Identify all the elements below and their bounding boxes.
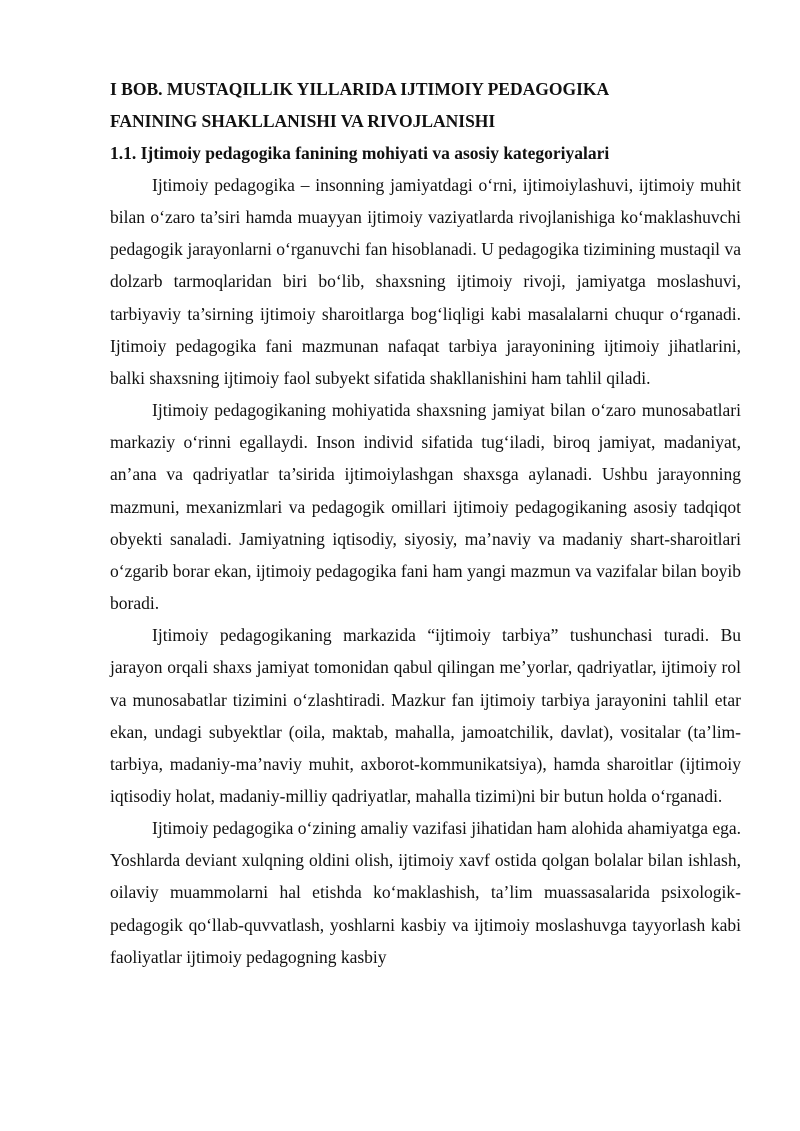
paragraph-3: Ijtimoiy pedagogikaning markazida “ijtimoiy tarbiya” tushunchasi turadi. Bu jarayon orqali shaxs jamiyat tomonidan qabul qilingan me’yorlar, qadriyatlar, ijtimoiy rol va munosabatlar tizimini o‘zlashtiradi. Mazkur fan ijtimoiy tarbiya jarayonini tahlil etar ekan, undagi subyektlar (oila, maktab, mahalla, jamoatchilik, davlat), vositalar (ta’lim-tarbiya, madaniy-ma’naviy muhit, axborot-kommunikatsiya), hamda sharoitlar (ijtimoiy iqtisodiy holat, madaniy-milliy qadriyatlar, mahalla tizimi)ni bir butun holda o‘rganadi.	[110, 625, 741, 806]
section-title: 1.1. Ijtimoiy pedagogika fanining mohiyati va asosiy kategoriyalari	[110, 143, 610, 163]
chapter-title-line-2: FANINING SHAKLLANISHI VA RIVOJLANISHI	[110, 111, 496, 131]
paragraph-2: Ijtimoiy pedagogikaning mohiyatida shaxsning jamiyat bilan o‘zaro munosabatlari markaziy o‘rinni egallaydi. Inson individ sifatida tug‘iladi, biroq jamiyat, madaniyat, an’ana va qadriyatlar ta’sirida ijtimoiylashgan shaxsga aylanadi. Ushbu jarayonning mazmuni, mexanizmlari va pedagogik omillari ijtimoiy pedagogikaning asosiy tadqiqot obyekti sanaladi. Jamiyatning iqtisodiy, siyosiy, ma’naviy va madaniy shart-sharoitlari o‘zgarib borar ekan, ijtimoiy pedagogika fani ham yangi mazmun va vazifalar bilan boyib boradi.	[110, 400, 741, 614]
paragraph-1: Ijtimoiy pedagogika – insonning jamiyatdagi o‘rni, ijtimoiylashuvi, ijtimoiy muhit bilan o‘zaro ta’siri hamda muayyan ijtimoiy vaziyatlarda rivojlanishiga ko‘maklashuvchi pedagogik jarayonlarni o‘rganuvchi fan hisoblanadi. U pedagogika tizimining mustaqil va dolzarb tarmoqlaridan biri bo‘lib, shaxsning ijtimoiy rivoji, jamiyatga moslashuvi, tarbiyaviy ta’sirning ijtimoiy sharoitlarga bog‘liqligi kabi masalalarni chuqur o‘rganadi. Ijtimoiy pedagogika fani mazmunan nafaqat tarbiya jarayonining ijtimoiy jihatlarini, balki shaxsning ijtimoiy faol subyekt sifatida shakllanishini ham tahlil qiladi.	[110, 175, 741, 388]
paragraph-4: Ijtimoiy pedagogika o‘zining amaliy vazifasi jihatidan ham alohida ahamiyatga ega. Yoshlarda deviant xulqning oldini olish, ijtimoiy xavf ostida qolgan bolalar bilan ishlash, oilaviy muammolarni hal etishda ko‘maklashish, ta’lim muassasalarida psixologik-pedagogik qo‘llab-quvvatlash, yoshlarni kasbiy va ijtimoiy moslashuvga tayyorlash kabi faoliyatlar ijtimoiy pedagogning kasbiy	[110, 818, 741, 967]
document-page	[110, 73, 741, 973]
chapter-title-line-1: I BOB. MUSTAQILLIK YILLARIDA IJTIMOIY PEDAGOGIKA	[110, 79, 610, 99]
chapter-title	[110, 73, 741, 137]
